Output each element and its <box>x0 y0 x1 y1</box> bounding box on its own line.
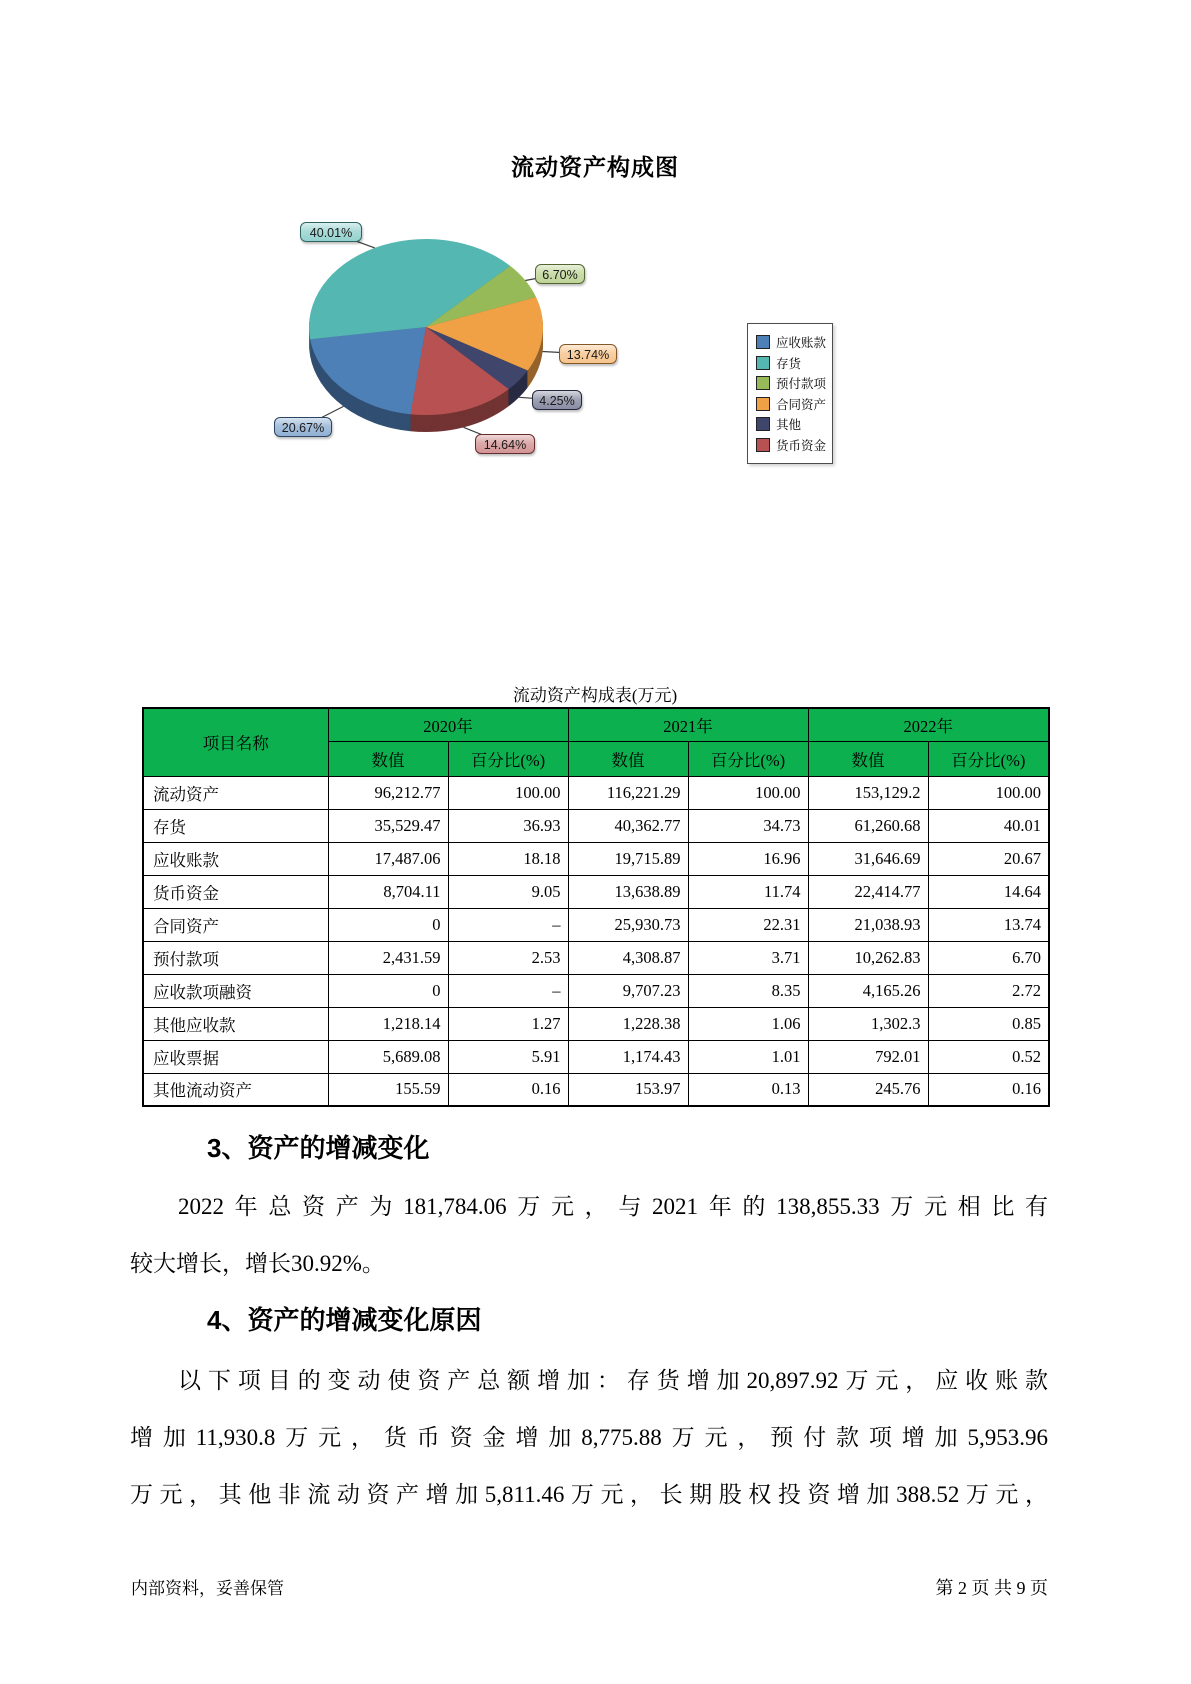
table-cell: 35,529.47 <box>328 809 448 842</box>
footer-page-number: 第 2 页 共 9 页 <box>935 1578 1048 1598</box>
table-row <box>143 908 1049 941</box>
table-cell: 0.16 <box>928 1073 1049 1106</box>
legend-label: 预付款项 <box>776 377 827 392</box>
table-row <box>143 1073 1049 1106</box>
table-cell: 16.96 <box>688 842 808 875</box>
table-cell: 8,704.11 <box>328 875 448 908</box>
legend-item <box>756 414 828 435</box>
table-row <box>143 776 1049 809</box>
row-item-name: 应收票据 <box>143 1040 328 1073</box>
table-cell: – <box>448 908 568 941</box>
col-header-2021: 2021年 <box>568 708 808 741</box>
legend-swatch-icon <box>756 397 770 411</box>
col-header-2020: 2020年 <box>328 708 568 741</box>
pie-data-label: 14.64% <box>475 434 535 454</box>
table-cell: 18.18 <box>448 842 568 875</box>
legend-label: 合同资产 <box>776 397 827 412</box>
section-heading-4: 4、资产的增减变化原因 <box>207 1305 482 1335</box>
table-cell: 11.74 <box>688 875 808 908</box>
table-cell: 0.85 <box>928 1007 1049 1040</box>
table-cell: 116,221.29 <box>568 776 688 809</box>
pie-data-label: 6.70% <box>535 264 585 284</box>
table-row <box>143 1040 1049 1073</box>
table-cell: 1,218.14 <box>328 1007 448 1040</box>
table-row <box>143 809 1049 842</box>
section-3-paragraph <box>130 1178 1048 1292</box>
table-cell: 4,165.26 <box>808 974 928 1007</box>
legend-swatch-icon <box>756 356 770 370</box>
pie-data-label: 4.25% <box>532 390 582 410</box>
pie-data-label: 20.67% <box>274 417 332 437</box>
table-cell: 31,646.69 <box>808 842 928 875</box>
table-cell: 9,707.23 <box>568 974 688 1007</box>
table-cell: 19,715.89 <box>568 842 688 875</box>
table-cell: 40.01 <box>928 809 1049 842</box>
row-item-name: 其他应收款 <box>143 1007 328 1040</box>
legend-label: 其他 <box>776 418 802 433</box>
table-cell: 0.13 <box>688 1073 808 1106</box>
table-cell: 13,638.89 <box>568 875 688 908</box>
pie-data-label: 40.01% <box>300 222 362 242</box>
row-item-name: 存货 <box>143 809 328 842</box>
table-cell: 153,129.2 <box>808 776 928 809</box>
legend-item <box>756 435 828 456</box>
table-cell: 25,930.73 <box>568 908 688 941</box>
table-cell: 0.16 <box>448 1073 568 1106</box>
row-item-name: 预付款项 <box>143 941 328 974</box>
table-cell: 4,308.87 <box>568 941 688 974</box>
row-item-name: 合同资产 <box>143 908 328 941</box>
table-cell: 21,038.93 <box>808 908 928 941</box>
pie-data-label: 13.74% <box>559 344 617 364</box>
legend-label: 货币资金 <box>776 438 827 453</box>
table-cell: 14.64 <box>928 875 1049 908</box>
sub-header-percent: 百分比(%) <box>448 741 568 776</box>
table-cell: 155.59 <box>328 1073 448 1106</box>
table-cell: 96,212.77 <box>328 776 448 809</box>
table-cell: 2.53 <box>448 941 568 974</box>
table-cell: 40,362.77 <box>568 809 688 842</box>
table-cell: 100.00 <box>928 776 1049 809</box>
table-cell: 1.01 <box>688 1040 808 1073</box>
legend-item <box>756 332 828 353</box>
legend-swatch-icon <box>756 376 770 390</box>
sub-header-percent: 百分比(%) <box>688 741 808 776</box>
row-item-name: 应收款项融资 <box>143 974 328 1007</box>
table-cell: 2,431.59 <box>328 941 448 974</box>
table-cell: 1.27 <box>448 1007 568 1040</box>
chart-title: 流动资产构成图 <box>511 154 679 180</box>
table-cell: 1.06 <box>688 1007 808 1040</box>
table-title: 流动资产构成表(万元) <box>512 686 678 705</box>
legend-swatch-icon <box>756 335 770 349</box>
legend-item <box>756 394 828 415</box>
table-cell: 100.00 <box>448 776 568 809</box>
sub-header-value: 数值 <box>328 741 448 776</box>
legend-item <box>756 373 828 394</box>
sub-header-value: 数值 <box>568 741 688 776</box>
table-cell: 22,414.77 <box>808 875 928 908</box>
current-assets-table <box>142 707 1050 1107</box>
table-cell: 9.05 <box>448 875 568 908</box>
legend-item <box>756 353 828 374</box>
table-cell: 0.52 <box>928 1040 1049 1073</box>
col-header-item: 项目名称 <box>143 708 328 776</box>
chart-legend <box>747 323 833 464</box>
table-row <box>143 1007 1049 1040</box>
table-cell: 0 <box>328 908 448 941</box>
row-item-name: 其他流动资产 <box>143 1073 328 1106</box>
legend-label: 应收账款 <box>776 336 827 351</box>
table-cell: 5,689.08 <box>328 1040 448 1073</box>
paragraph-line: 以下项目的变动使资产总额增加：存货增加20,897.92万元，应收账款 <box>178 1368 1048 1393</box>
table-row <box>143 875 1049 908</box>
table-cell: 3.71 <box>688 941 808 974</box>
table-cell: 34.73 <box>688 809 808 842</box>
paragraph-line: 2022年总资产为181,784.06万元，与2021年的138,855.33万元相比有 <box>178 1194 1048 1219</box>
paragraph-line: 增加11,930.8万元，货币资金增加8,775.88万元，预付款项增加5,953.96 <box>130 1425 1048 1450</box>
section-heading-3: 3、资产的增减变化 <box>207 1133 430 1163</box>
table-cell: 17,487.06 <box>328 842 448 875</box>
table-cell: 245.76 <box>808 1073 928 1106</box>
table-cell: 36.93 <box>448 809 568 842</box>
row-item-name: 应收账款 <box>143 842 328 875</box>
paragraph-line: 较大增长，增长30.92%。 <box>130 1251 385 1276</box>
table-cell: 8.35 <box>688 974 808 1007</box>
table-cell: 61,260.68 <box>808 809 928 842</box>
legend-swatch-icon <box>756 417 770 431</box>
table-cell: 20.67 <box>928 842 1049 875</box>
row-item-name: 流动资产 <box>143 776 328 809</box>
table-cell: 13.74 <box>928 908 1049 941</box>
sub-header-percent: 百分比(%) <box>928 741 1049 776</box>
table-cell: 153.97 <box>568 1073 688 1106</box>
table-cell: 10,262.83 <box>808 941 928 974</box>
table-cell: 0 <box>328 974 448 1007</box>
table-row <box>143 842 1049 875</box>
legend-swatch-icon <box>756 438 770 452</box>
sub-header-value: 数值 <box>808 741 928 776</box>
paragraph-line: 万元，其他非流动资产增加5,811.46万元，长期股权投资增加388.52万元， <box>130 1482 1048 1507</box>
table-cell: 100.00 <box>688 776 808 809</box>
table-cell: 6.70 <box>928 941 1049 974</box>
table-cell: 22.31 <box>688 908 808 941</box>
table-row <box>143 974 1049 1007</box>
legend-label: 存货 <box>776 356 802 371</box>
section-4-paragraph <box>130 1352 1048 1523</box>
footer-confidential-note: 内部资料，妥善保管 <box>131 1579 284 1598</box>
table-cell: 1,228.38 <box>568 1007 688 1040</box>
table-cell: 2.72 <box>928 974 1049 1007</box>
col-header-2022: 2022年 <box>808 708 1049 741</box>
table-cell: 5.91 <box>448 1040 568 1073</box>
table-cell: – <box>448 974 568 1007</box>
table-cell: 1,302.3 <box>808 1007 928 1040</box>
table-cell: 1,174.43 <box>568 1040 688 1073</box>
table-cell: 792.01 <box>808 1040 928 1073</box>
table-row <box>143 941 1049 974</box>
row-item-name: 货币资金 <box>143 875 328 908</box>
